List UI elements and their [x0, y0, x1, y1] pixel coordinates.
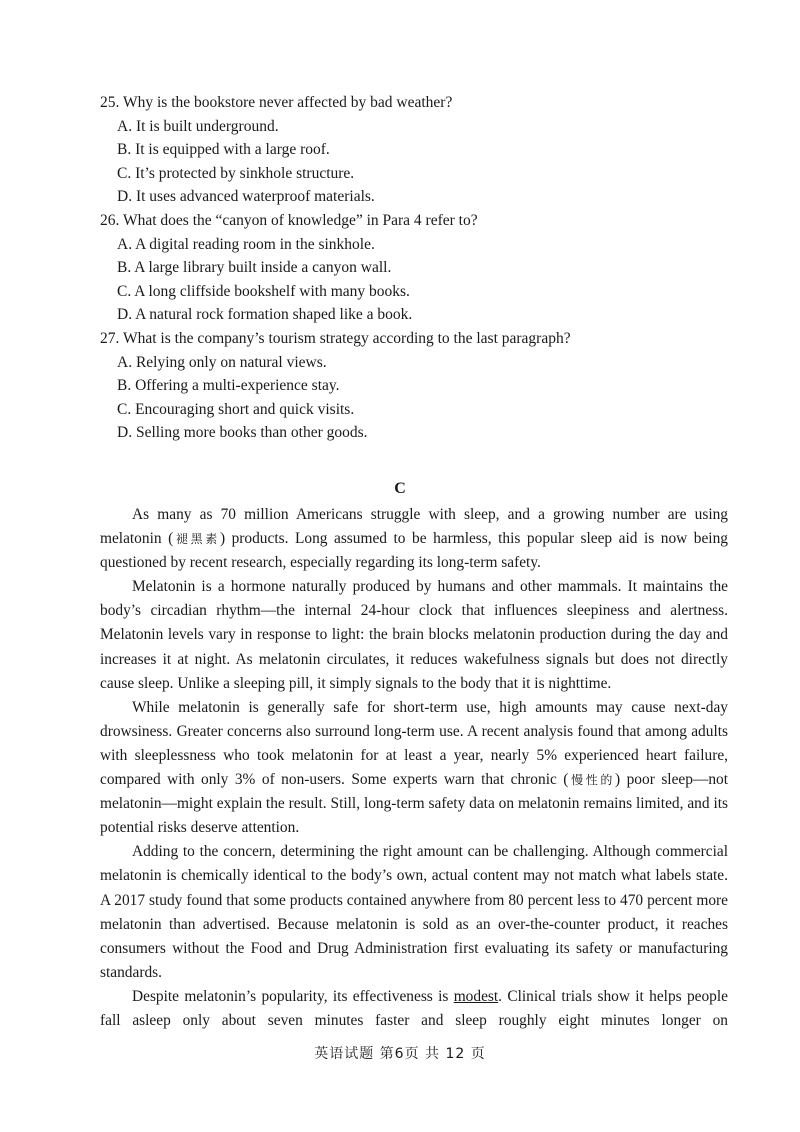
paragraph-text: While melatonin is generally safe for short-term use, high amounts may cause next-day drowsiness. Greater concerns also surround long-term use. A recent analysis found that among adults with sleeplessness who took melatonin for at least a year, nearly 5% experienced heart failure, compared with only 3% of non-users. Some experts warn that chronic (	[100, 698, 728, 789]
passage-c	[100, 503, 728, 1033]
question-stem: 25. Why is the bookstore never affected by bad weather?	[100, 94, 453, 111]
underlined-word: modest	[453, 987, 499, 1005]
option-c: C. A long cliffside bookshelf with many books.	[117, 282, 410, 300]
option-c: C. Encouraging short and quick visits.	[117, 400, 355, 418]
section-heading: C	[394, 480, 406, 497]
paragraph-3	[100, 696, 728, 841]
paragraph-text: ) products. Long assumed to be harmless, this popular sleep aid is now being questioned by recent research, especially regarding its long-term safety.	[100, 530, 728, 572]
option-c: C. It’s protected by sinkhole structure.	[117, 164, 355, 182]
question-25	[100, 91, 740, 209]
paragraph-text: As many as 70 million Americans struggle with sleep, and a growing number are using melatonin (	[100, 506, 728, 548]
paragraph-4: Adding to the concern, determining the right amount can be challenging. Although commercial melatonin is chemically identical to the body’s own, actual content may not match what labels state. A 2017 study found that some products contained anywhere from 80 percent less to 470 percent more melatonin than advertised. Because melatonin is sold as an over-the-counter product, it reaches consumers without the Food and Drug Administration first evaluating its safety or manufacturing standards.	[100, 843, 728, 981]
question-27	[100, 327, 740, 445]
question-stem: 27. What is the company’s tourism strategy according to the last paragraph?	[100, 330, 571, 347]
paragraph-5	[100, 985, 728, 1033]
question-stem: 26. What does the “canyon of knowledge” in Para 4 refer to?	[100, 212, 478, 229]
option-d: D. It uses advanced waterproof materials.	[117, 188, 375, 206]
chinese-gloss: 褪黑素	[173, 532, 220, 547]
paragraph-1	[100, 503, 728, 575]
option-a: A. A digital reading room in the sinkhole.	[117, 235, 375, 253]
chinese-gloss: 慢性的	[568, 773, 615, 788]
option-d: D. Selling more books than other goods.	[117, 424, 368, 442]
option-b: B. A large library built inside a canyon wall.	[117, 259, 392, 277]
paragraph-text: ) poor sleep—not melatonin—might explain the result. Still, long-term safety data on melatonin remains limited, and its potential risks deserve attention.	[100, 771, 728, 837]
option-b: B. Offering a multi-experience stay.	[117, 377, 340, 395]
page-footer: 英语试题 第6页 共 12 页	[314, 1046, 486, 1062]
option-a: A. It is built underground.	[117, 117, 279, 135]
paragraph-2: Melatonin is a hormone naturally produced by humans and other mammals. It maintains the body’s circadian rhythm—the internal 24-hour clock that influences sleepiness and alertness. Melatonin levels vary in response to light: the brain blocks melatonin production during the day and increases it at night. As melatonin circulates, it reduces wakefulness signals but does not directly cause sleep. Unlike a sleeping pill, it simply signals to the body that it is nighttime.	[100, 578, 728, 692]
question-26	[100, 209, 740, 327]
option-a: A. Relying only on natural views.	[117, 353, 327, 371]
paragraph-text: Despite melatonin’s popularity, its effectiveness is	[132, 987, 454, 1005]
option-d: D. A natural rock formation shaped like a book.	[117, 306, 413, 324]
option-b: B. It is equipped with a large roof.	[117, 141, 330, 159]
paragraph-text: . Clinical trials show it helps people fall asleep only about seven minutes faster and sleep roughly eight minutes longer on	[100, 987, 728, 1029]
